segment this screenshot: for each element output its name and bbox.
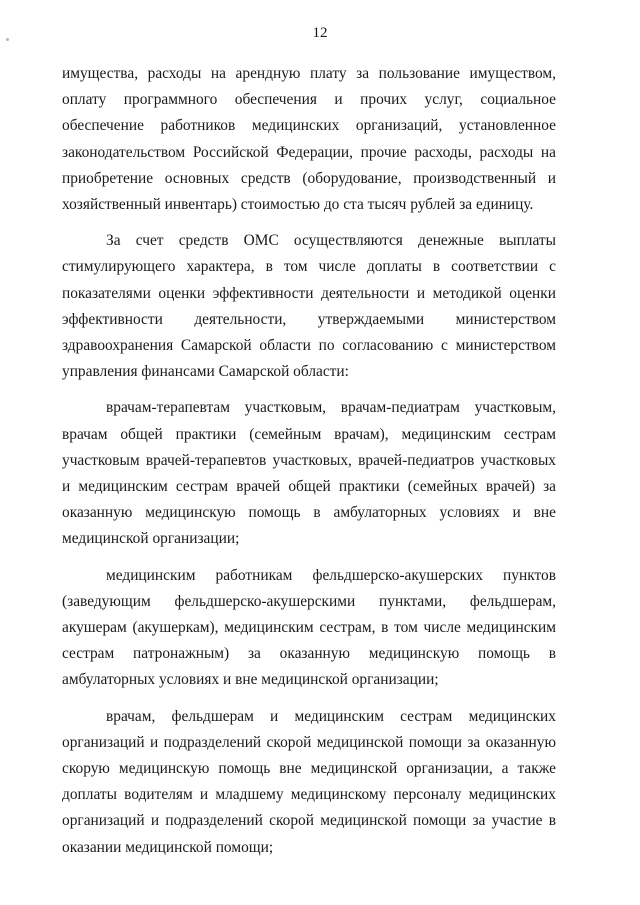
paragraph-district-doctors xyxy=(62,395,556,552)
paragraph-ambulance-staff xyxy=(62,704,556,861)
text-line: сестрам патронажным) за оказанную медицинскую помощь в xyxy=(62,645,556,663)
text-line: и медицинским сестрам врачей общей практики (семейных врачей) за xyxy=(62,478,556,496)
text-line: показателями оценки эффективности деятельности и методикой оценки xyxy=(62,284,556,302)
document-body xyxy=(62,61,556,861)
text-line: оказании медицинской помощи; xyxy=(62,838,274,856)
text-line: оказанную медицинскую помощь в амбулаторных условиях и вне xyxy=(62,504,556,522)
page-number: 12 xyxy=(312,25,328,41)
text-line: имущества, расходы на арендную плату за пользование имуществом, xyxy=(62,65,556,82)
text-line: здравоохранения Самарской области по согласованию с министерством xyxy=(62,337,556,355)
text-line: управления финансами Самарской области: xyxy=(62,363,349,381)
text-line: доплаты водителям и младшему медицинскому персоналу медицинских xyxy=(62,786,556,804)
text-line: скорую медицинскую помощь вне медицинской организации, а также xyxy=(62,760,556,778)
text-line: оплату программного обеспечения и прочих услуг, социальное xyxy=(62,91,556,109)
text-line: участковым врачей-терапевтов участковых, врачей-педиатров участковых xyxy=(62,451,556,469)
text-line: законодательством Российской Федерации, прочие расходы, расходы на xyxy=(62,143,556,161)
paragraph-oms-payments xyxy=(62,228,556,385)
text-line: (заведующим фельдшерско-акушерскими пунктами, фельдшерам, xyxy=(62,592,556,610)
text-line: организаций и подразделений скорой медицинской помощи за оказанную xyxy=(62,733,556,751)
text-line: За счет средств ОМС осуществляются денежные выплаты xyxy=(106,232,556,250)
text-line: врачам-терапевтам участковым, врачам-педиатрам участковым, xyxy=(106,399,556,417)
text-line: медицинским работникам фельдшерско-акушерских пунктов xyxy=(106,566,556,584)
text-line: организаций и подразделений скорой медицинской помощи за участие в xyxy=(62,812,556,830)
paragraph-feldsher-stations xyxy=(62,563,556,694)
text-line: медицинской организации; xyxy=(62,530,240,548)
text-line: приобретение основных средств (оборудование, производственный и xyxy=(62,169,556,187)
paragraph-costs-continuation xyxy=(62,61,556,218)
text-line: акушерам (акушеркам), медицинским сестрам, в том числе медицинским xyxy=(62,619,556,637)
text-line: обеспечение работников медицинских организаций, установленное xyxy=(62,117,556,135)
text-line: врачам общей практики (семейным врачам), медицинским сестрам xyxy=(62,425,556,443)
text-line: врачам, фельдшерам и медицинским сестрам медицинских xyxy=(106,707,556,725)
text-line: стимулирующего характера, в том числе доплаты в соответствии с xyxy=(62,258,556,276)
text-line: хозяйственный инвентарь) стоимостью до ста тысяч рублей за единицу. xyxy=(62,196,534,214)
text-line: эффективности деятельности, утверждаемыми министерством xyxy=(62,310,556,328)
text-line: амбулаторных условиях и вне медицинской организации; xyxy=(62,671,439,689)
